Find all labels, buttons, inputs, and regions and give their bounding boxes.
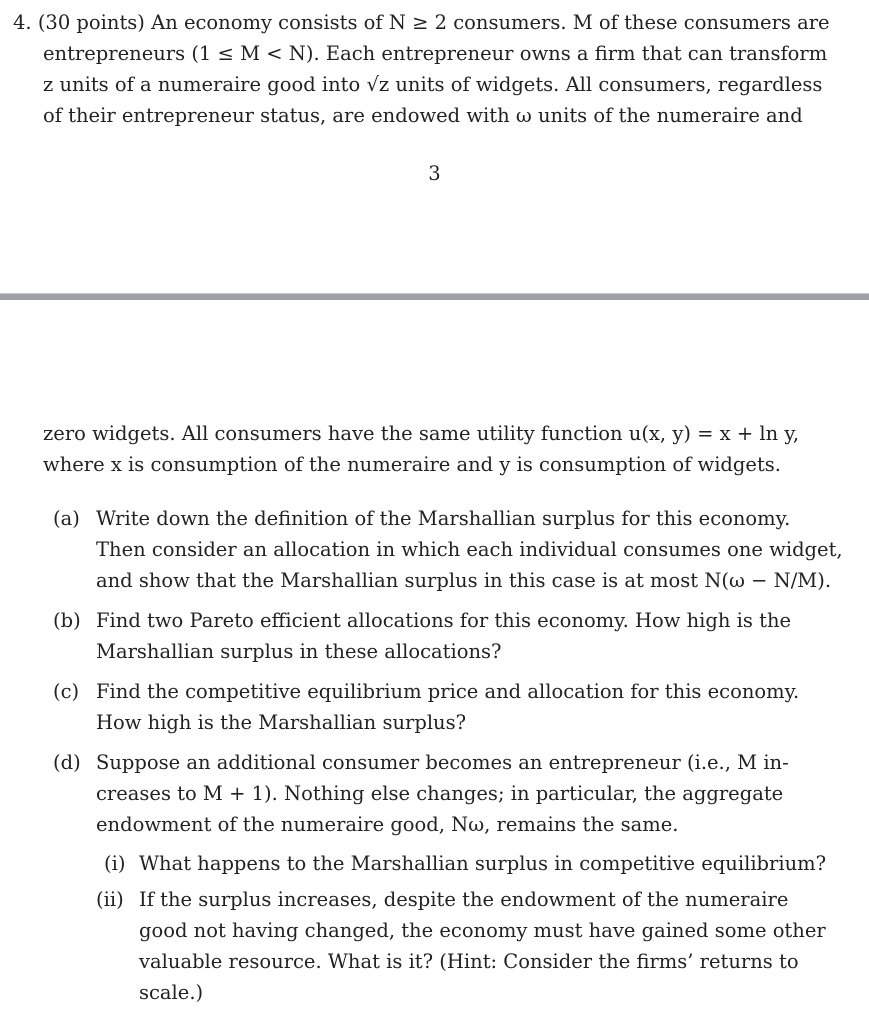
page-number: 3 — [428, 162, 441, 185]
problem-number: 4. — [13, 11, 32, 34]
problem-text-line: z units of a numeraire good into √z units of widgets. All consumers, regardless — [43, 73, 823, 96]
problem-text-line: of their entrepreneur status, are endowed with ω units of the numeraire and — [43, 104, 803, 127]
part-b-label: (b) — [53, 609, 81, 632]
part-b-line: Find two Pareto efficient allocations for this economy. How high is the — [96, 609, 792, 632]
subpart-ii-line: good not having changed, the economy must have gained some other — [139, 919, 826, 942]
part-c-line: How high is the Marshallian surplus? — [96, 711, 467, 734]
part-a-line: Then consider an allocation in which each individual consumes one widget, — [96, 538, 843, 561]
part-a-label: (a) — [53, 507, 80, 530]
part-d-line: creases to M + 1). Nothing else changes; in particular, the aggregate — [96, 782, 784, 805]
problem-text-line: entrepreneurs (1 ≤ M < N). Each entrepreneur owns a firm that can transform — [43, 42, 828, 65]
part-d-line: Suppose an additional consumer becomes an entrepreneur (i.e., M in- — [96, 751, 789, 774]
part-a-line: Write down the definition of the Marshallian surplus for this economy. — [96, 507, 791, 530]
subpart-i-label: (i) — [104, 852, 126, 875]
part-c-line: Find the competitive equilibrium price and allocation for this economy. — [96, 680, 800, 703]
part-d-line: endowment of the numeraire good, Nω, remains the same. — [96, 813, 679, 836]
continued-text-line: zero widgets. All consumers have the same utility function u(x, y) = x + ln y, — [43, 422, 800, 445]
problem-points: (30 points) — [37, 11, 145, 34]
subpart-i-line: What happens to the Marshallian surplus in competitive equilibrium? — [139, 852, 827, 875]
continued-text-line: where x is consumption of the numeraire and y is consumption of widgets. — [43, 453, 781, 476]
subpart-ii-line: valuable resource. What is it? (Hint: Consider the firms’ returns to — [139, 950, 799, 973]
problem-text-line: An economy consists of N ≥ 2 consumers. M of these consumers are — [151, 11, 830, 34]
part-d-label: (d) — [53, 751, 81, 774]
subpart-ii-line: scale.) — [139, 981, 204, 1004]
page-separator — [0, 293, 869, 300]
subpart-ii-label: (ii) — [96, 888, 124, 911]
problem-line-1 — [13, 11, 830, 35]
part-a-line: and show that the Marshallian surplus in this case is at most N(ω − N/M). — [96, 569, 832, 592]
part-b-line: Marshallian surplus in these allocations? — [96, 640, 502, 663]
subpart-ii-line: If the surplus increases, despite the endowment of the numeraire — [139, 888, 789, 911]
part-c-label: (c) — [53, 680, 80, 703]
